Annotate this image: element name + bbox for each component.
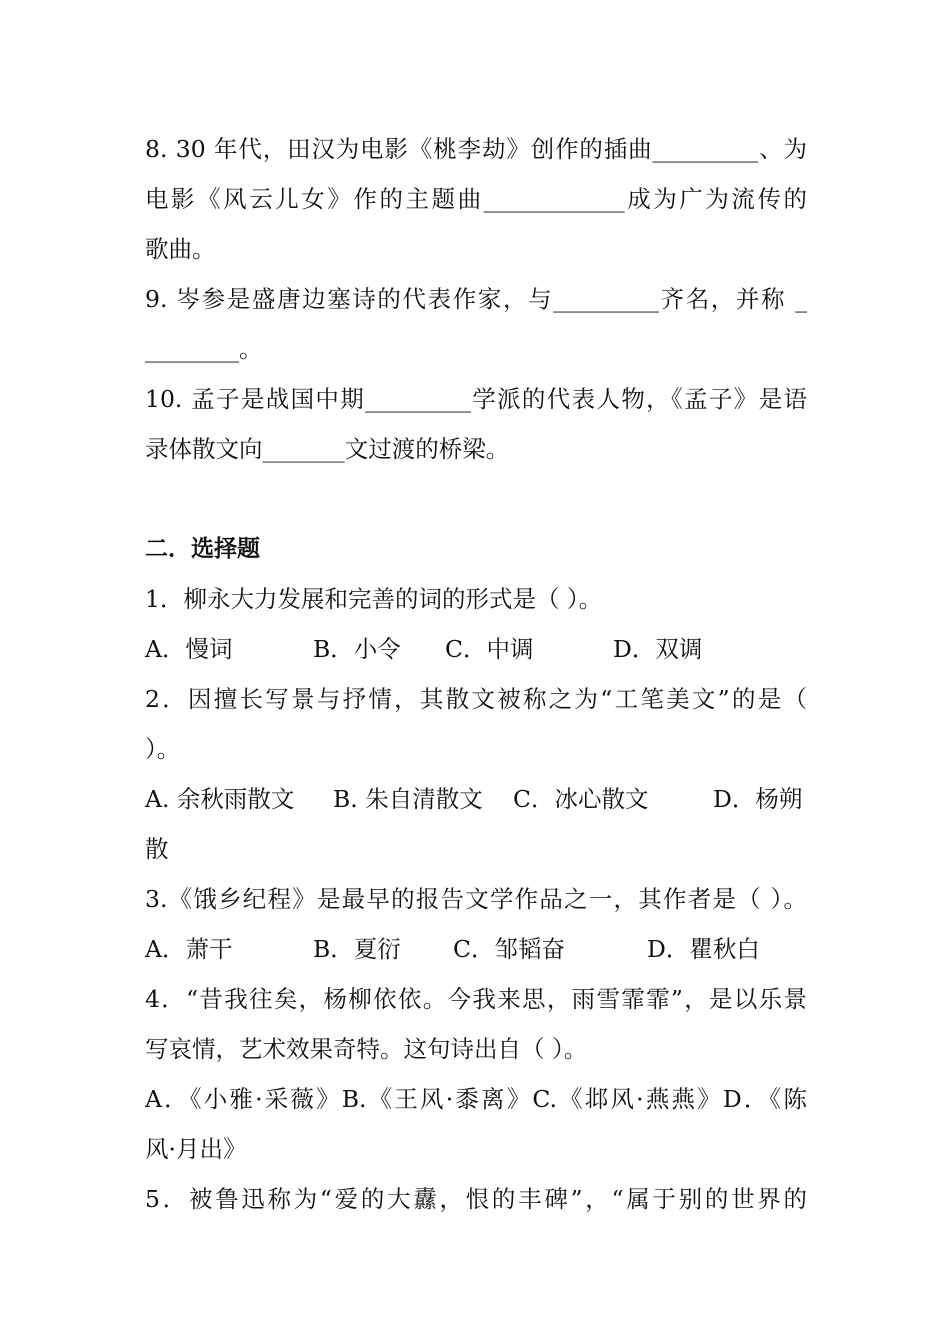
option-c: C.《邶风·燕燕》 bbox=[532, 1085, 723, 1113]
choice-question-4-options-tail: 风·月出》 bbox=[145, 1135, 247, 1163]
choice-question-3-options bbox=[145, 924, 807, 974]
option-c: C．邹韬奋 bbox=[453, 935, 565, 963]
choice-question-4-stem-2: 写哀情，艺术效果奇特。这句诗出自（ ）。 bbox=[145, 1035, 588, 1063]
question-9-line-2: ________。 bbox=[145, 335, 263, 363]
option-a: A．《小雅·采薇》 bbox=[145, 1085, 342, 1113]
section-title: 二．选择题 bbox=[145, 536, 260, 562]
option-d: D．双调 bbox=[613, 635, 703, 663]
choice-question-2-stem-1: 2．因擅长写景与抒情，其散文被称之为“工笔美文”的是（ bbox=[145, 685, 807, 713]
option-d: D．杨朔 bbox=[713, 785, 803, 813]
choice-question-4-options bbox=[145, 1074, 807, 1124]
choice-question-1-options bbox=[145, 624, 807, 674]
choice-question-3-stem: 3.《饿乡纪程》是最早的报告文学作品之一，其作者是（ ）。 bbox=[145, 885, 807, 913]
question-8-line-2: 电影《风云儿女》作的主题曲____________成为广为流传的 bbox=[145, 185, 807, 213]
question-8-line-1: 8. 30 年代，田汉为电影《桃李劫》创作的插曲_________、为 bbox=[145, 135, 807, 163]
question-10-line-2: 录体散文向_______文过渡的桥梁。 bbox=[145, 435, 510, 463]
choice-question-2-options-tail: 散 bbox=[145, 835, 169, 863]
choice-question-4-stem-1: 4．“昔我往矣，杨柳依依。今我来思，雨雪霏霏”，是以乐景 bbox=[145, 985, 807, 1013]
option-c: C．中调 bbox=[445, 635, 534, 663]
question-9-line-1: 9. 岑参是盛唐边塞诗的代表作家，与_________齐名，并称 _ bbox=[145, 285, 807, 313]
question-10-line-1: 10. 孟子是战国中期_________学派的代表人物，《孟子》是语 bbox=[145, 385, 807, 413]
section-spacer bbox=[145, 474, 807, 524]
option-b: B. 朱自清散文 bbox=[333, 785, 483, 813]
document-page bbox=[145, 124, 807, 1224]
option-d: D．瞿秋白 bbox=[647, 935, 760, 963]
option-a: A．慢词 bbox=[145, 635, 233, 663]
option-b: B．夏衍 bbox=[313, 935, 401, 963]
option-d: D．《陈 bbox=[722, 1085, 807, 1113]
option-a: A．萧干 bbox=[145, 935, 233, 963]
option-c: C．冰心散文 bbox=[513, 785, 649, 813]
choice-question-1-stem: 1．柳永大力发展和完善的词的形式是（ ）。 bbox=[145, 585, 603, 613]
option-b: B.《王风·黍离》 bbox=[341, 1085, 533, 1113]
choice-question-2-options bbox=[145, 774, 807, 824]
choice-question-5-stem: 5．被鲁迅称为“爱的大纛，恨的丰碑”，“属于别的世界的 bbox=[145, 1185, 807, 1213]
choice-question-2-stem-2: ）。 bbox=[145, 735, 181, 763]
question-8-line-3: 歌曲。 bbox=[145, 235, 216, 263]
option-b: B．小令 bbox=[313, 635, 401, 663]
option-a: A. 余秋雨散文 bbox=[145, 785, 295, 813]
